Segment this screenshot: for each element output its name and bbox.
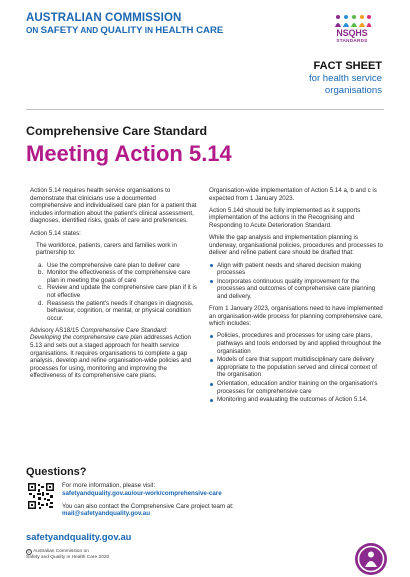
standard-title: Comprehensive Care Standard	[26, 124, 208, 138]
list-item: Policies, procedures and processes for using care plans, pathways and tools endorsed by and applied throughout the organisation	[209, 332, 385, 355]
draft-policies-list	[209, 262, 385, 301]
fact-sheet-subtitle-1: for health service	[308, 73, 382, 84]
page-title: Meeting Action 5.14	[26, 141, 232, 166]
header	[26, 12, 386, 52]
org-name-line2: ON SAFETY AND QUALITY IN HEALTH CARE	[26, 25, 224, 36]
process-includes-list	[209, 332, 385, 403]
action-states-label: Action 5.14 states:	[30, 229, 81, 237]
fact-sheet-label	[309, 60, 382, 96]
contact-text: You can also contact the Comprehensive Care project team at: mail@safetyandquality.gov.au	[62, 502, 234, 518]
nsqhs-sub: STANDARDS	[336, 38, 368, 43]
nsqhs-logo	[322, 14, 382, 43]
comprehensive-care-link[interactable]: safetyandquality.gov.au/our-work/comprehensive-care	[62, 489, 222, 497]
list-item: Monitoring and evaluating the outcomes of Action 5.14.	[209, 396, 385, 404]
copyright-icon: ©	[27, 550, 31, 554]
nsqhs-people-icon	[332, 14, 372, 28]
gap-analysis-paragraph: While the gap analysis and implementation planning is underway, organisational policies, procedures and processes to deliver and refine patient care should be drafted that:	[209, 234, 383, 257]
nsqhs-badge-icon	[354, 542, 388, 576]
list-item: c. Review and update the comprehensive care plan if it is not effective	[38, 284, 197, 299]
implementation-paragraph: Organisation-wide implementation of Action 5.14 a, b and c is expected from 1 January 2023.	[209, 187, 377, 202]
list-item: Incorporates continuous quality improvement for the processes and outcomes of comprehensive care planning and delivery.	[209, 278, 385, 301]
list-item: d. Reassess the patient's needs if changes in diagnosis, behaviour, cognition, or mental, or physical condition occur.	[38, 299, 194, 322]
intro-paragraph: Action 5.14 requires health service organisations to demonstrate that clinicians use a documented comprehensive and individualised care plan for a patient that includes information about the patient's clinical assessment, diagnoses, identified risks, goals of care and preferences.	[30, 187, 197, 225]
left-column	[30, 187, 198, 385]
list-item: b. Monitor the effectiveness of the comprehensive care plan in meeting the goals of care	[38, 269, 191, 284]
action-items-list	[38, 262, 198, 323]
org-name-line1: AUSTRALIAN COMMISSION	[26, 12, 182, 24]
list-item: Orientation, education and/or training on the organisation's processes for comprehensive care	[209, 380, 385, 395]
list-item: a. Use the comprehensive care plan to deliver care	[38, 261, 180, 269]
questions-heading: Questions?	[26, 466, 87, 478]
fact-sheet-title: FACT SHEET	[313, 60, 382, 72]
more-info: For more information, please visit: safetyandquality.gov.au/our-work/comprehensive-care	[62, 482, 222, 497]
from-2023-paragraph: From 1 January 2023, organisations need to have implemented an organisation-wide process for planning comprehensive care, which includes:	[209, 305, 383, 328]
right-column	[209, 187, 385, 408]
qr-code-icon	[28, 483, 54, 509]
partnership-paragraph: The workforce, patients, carers and families work in partnership to:	[36, 241, 177, 257]
fact-sheet-subtitle-2: organisations	[324, 84, 382, 96]
list-item: Models of care that support multidisciplinary care delivery appropriate to the population served and clinical context of the organisation	[209, 356, 385, 379]
action-5-14d-paragraph: Action 5.14d should be fully implemented as it supports implementation of the actions in the Recognising and Responding to Acute Deterioration Standard.	[209, 206, 361, 229]
copyright: © Australian Commission on Safety and Quality in Health Care 2020	[26, 549, 110, 560]
email-link[interactable]: mail@safetyandquality.gov.au	[62, 510, 150, 518]
website-link[interactable]: safetyandquality.gov.au	[26, 531, 132, 542]
nsqhs-name: NSQHS	[336, 28, 368, 38]
list-item: Align with patient needs and shared decision making processes	[209, 262, 385, 277]
advisory-paragraph: Advisory AS18/15 Comprehensive Care Standard: Developing the comprehensive care plan addresses Action 5.13 and sets out a staged approach for health service organisations. It requires organisations to complete a gap analysis, develop and refine organisation-wide policies and processes for using, monitoring and improving the effectiveness of its comprehensive care plans.	[30, 326, 192, 380]
contact-info	[62, 482, 362, 523]
header-divider	[26, 109, 384, 110]
